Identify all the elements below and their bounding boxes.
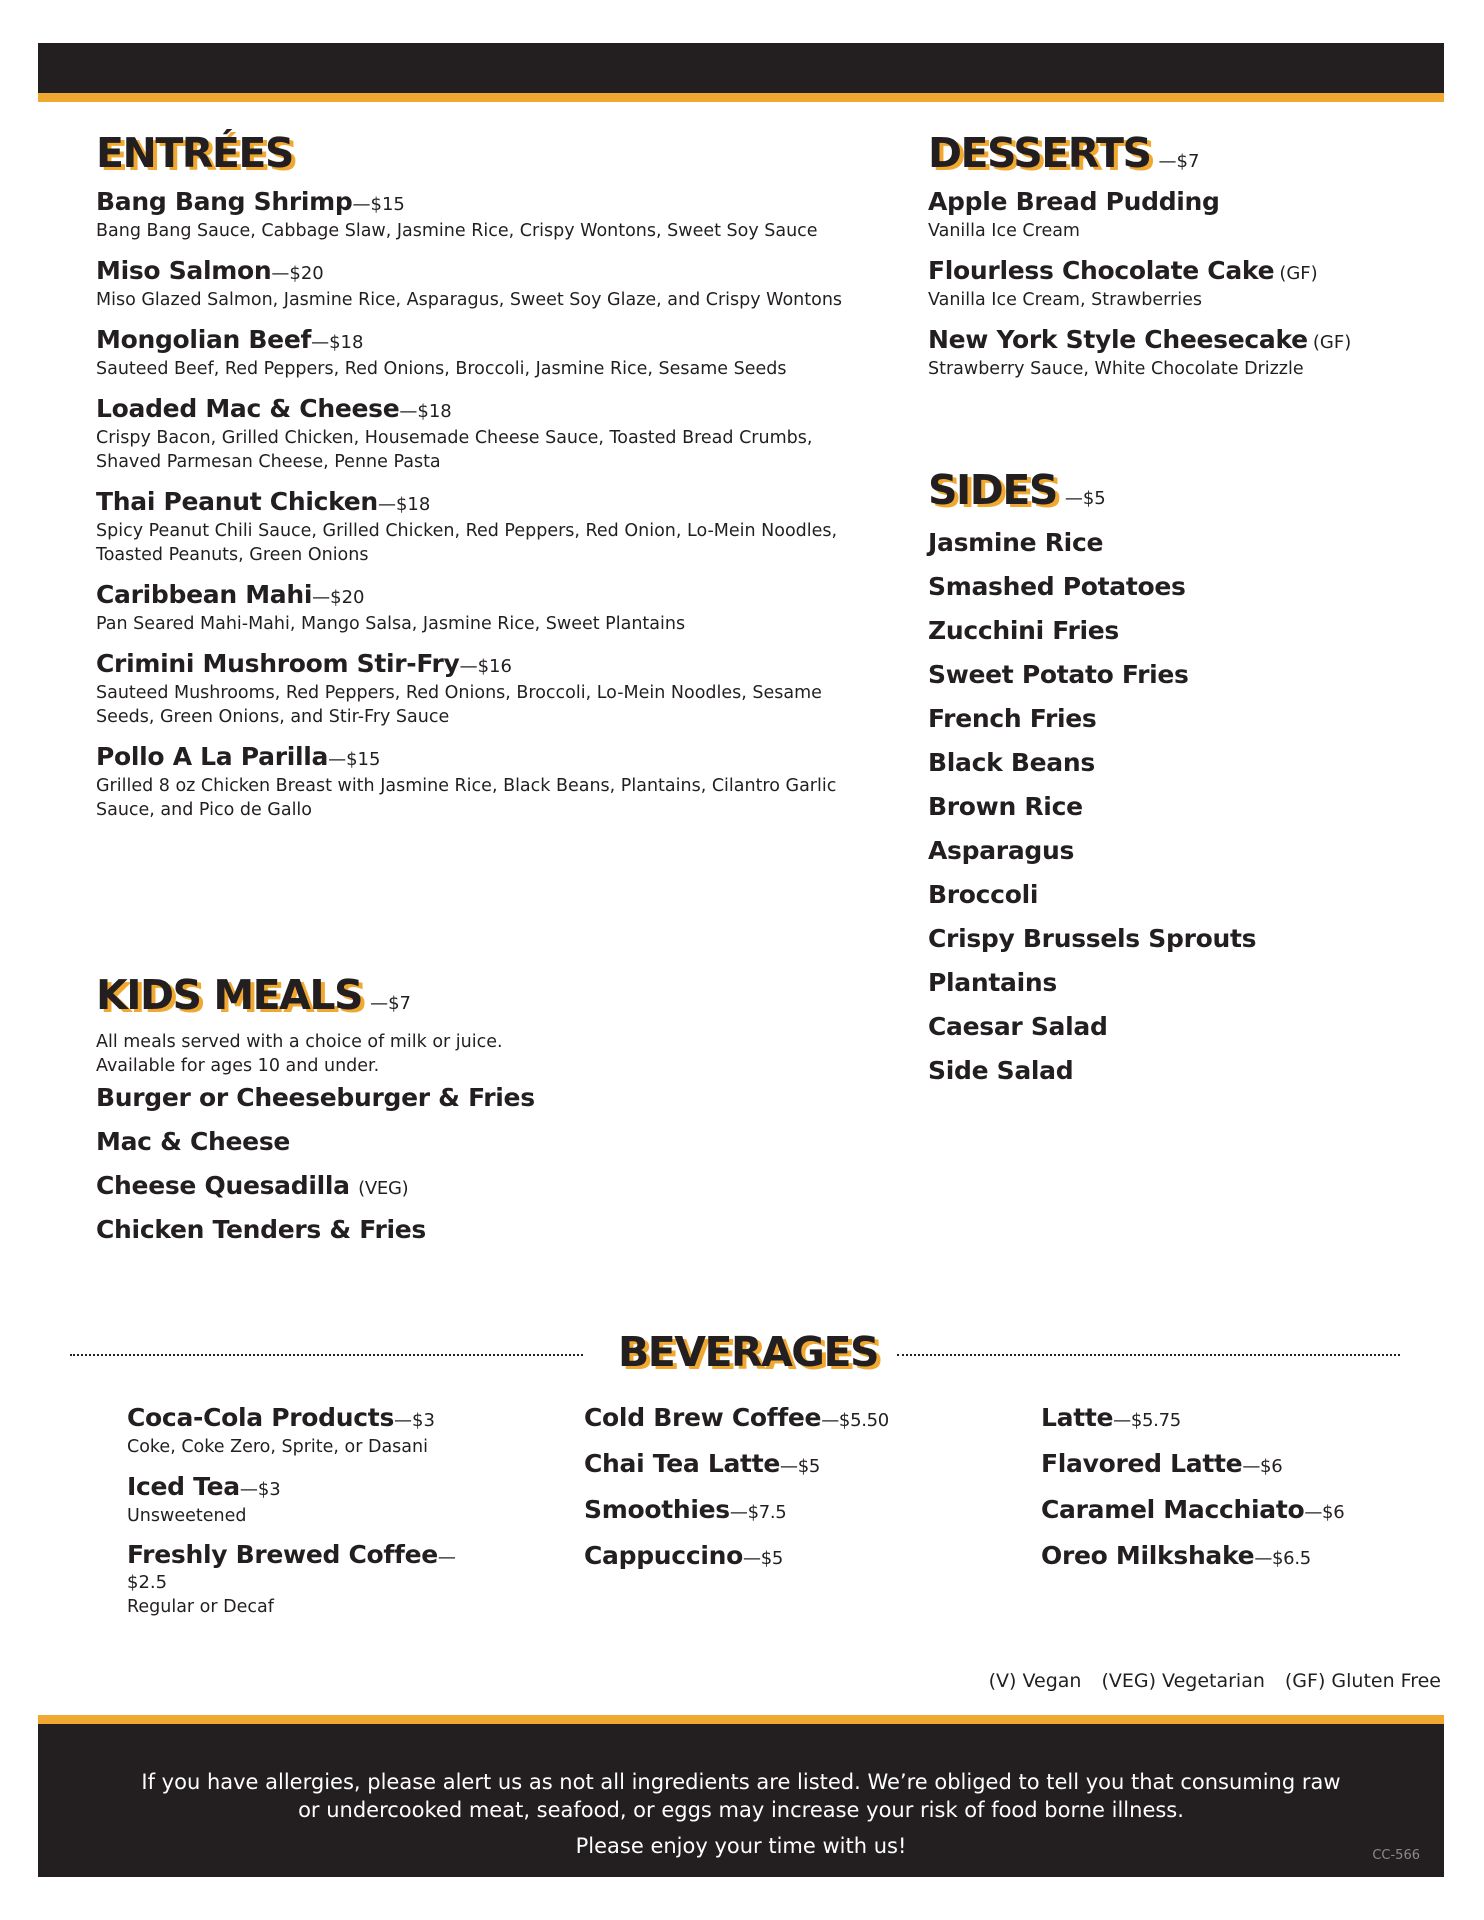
item-description: Grilled 8 oz Chicken Breast with Jasmine Rice, Black Beans, Plantains, Cilantro Garlic Sauce, and Pico de Gallo — [96, 776, 837, 820]
menu-item — [96, 650, 856, 729]
item-name: Apple Bread Pudding — [928, 187, 1220, 216]
item-name: Coca-Cola Products — [127, 1403, 395, 1432]
item-name: Cheese Quesadilla — [96, 1171, 350, 1200]
sides-section — [928, 466, 1398, 1101]
menu-item — [928, 257, 1398, 312]
side-item: Side Salad — [928, 1056, 1074, 1085]
side-item: Zucchini Fries — [928, 616, 1120, 645]
top-banner — [38, 43, 1444, 102]
item-name: Burger or Cheeseburger & Fries — [96, 1083, 535, 1112]
item-description: Regular or Decaf — [127, 1597, 274, 1617]
menu-item — [928, 188, 1398, 243]
thank-you-message: Please enjoy your time with us! — [575, 1834, 907, 1858]
entrees-section — [96, 129, 856, 822]
item-price: —$20 — [312, 587, 365, 608]
side-item: Broccoli — [928, 880, 1039, 909]
item-price: —$18 — [399, 401, 452, 422]
diet-tag: (VEG) — [358, 1178, 409, 1199]
item-name: Bang Bang Shrimp — [96, 187, 353, 216]
item-price: —$18 — [377, 494, 431, 515]
item-description: Sauteed Beef, Red Peppers, Red Onions, Broccoli, Jasmine Rice, Sesame Seeds — [96, 359, 787, 379]
beverage-item — [1041, 1496, 1421, 1542]
item-name: Mongolian Beef — [96, 325, 312, 354]
item-name: Smoothies — [584, 1495, 730, 1524]
item-name: New York Style Cheesecake — [928, 325, 1308, 354]
entrees-list — [96, 188, 856, 822]
item-description: Spicy Peanut Chili Sauce, Grilled Chicken, Red Peppers, Red Onion, Lo-Mein Noodles, Toasted Peanuts, Green Onions — [96, 521, 838, 565]
desserts-header — [928, 129, 1398, 177]
item-name: Thai Peanut Chicken — [96, 487, 378, 516]
beverage-item — [127, 1542, 457, 1619]
menu-item — [96, 395, 856, 474]
kids-meals-section — [96, 971, 796, 1260]
allergy-line: If you have allergies, please alert us as not all ingredients are listed. We’re obliged to tell you that consuming raw — [141, 1770, 1341, 1794]
beverages-header — [70, 1328, 1400, 1378]
menu-item — [96, 581, 856, 636]
legend-vegan: (V) Vegan — [988, 1670, 1082, 1692]
beverages-column-2 — [584, 1404, 964, 1588]
item-price: —$15 — [328, 749, 381, 770]
item-price: —$5.50 — [821, 1410, 889, 1431]
beverage-item — [584, 1496, 964, 1542]
item-description: Strawberry Sauce, White Chocolate Drizzle — [928, 359, 1304, 379]
beverages-title: BEVERAGES — [618, 1328, 878, 1376]
kids-meals-price: —$7 — [370, 993, 411, 1014]
allergy-line: or undercooked meat, seafood, or eggs may increase your risk of food borne illness. — [298, 1798, 1184, 1822]
kids-item — [96, 1172, 796, 1216]
side-item: Plantains — [928, 968, 1057, 997]
item-name: Caribbean Mahi — [96, 580, 313, 609]
side-item: Asparagus — [928, 836, 1075, 865]
item-description: Coke, Coke Zero, Sprite, or Dasani — [127, 1437, 428, 1457]
menu-item — [96, 257, 856, 312]
item-description: Sauteed Mushrooms, Red Peppers, Red Onions, Broccoli, Lo-Mein Noodles, Sesame Seeds, Green Onions, and Stir-Fry Sauce — [96, 683, 822, 727]
kids-note-line: All meals served with a choice of milk or juice. — [96, 1032, 503, 1052]
item-description: Vanilla Ice Cream, Strawberries — [928, 290, 1203, 310]
beverage-item — [1041, 1542, 1421, 1588]
kids-meals-note — [96, 1030, 796, 1078]
beverage-item — [584, 1450, 964, 1496]
menu-item — [928, 326, 1398, 381]
dotted-divider — [897, 1354, 1400, 1356]
item-name: Miso Salmon — [96, 256, 272, 285]
kids-item — [96, 1128, 796, 1172]
item-description: Bang Bang Sauce, Cabbage Slaw, Jasmine Rice, Crispy Wontons, Sweet Soy Sauce — [96, 221, 818, 241]
footer-banner — [38, 1715, 1444, 1877]
item-name: Iced Tea — [127, 1472, 240, 1501]
desserts-section — [928, 129, 1398, 381]
item-price: —$15 — [352, 194, 405, 215]
beverages-column-1 — [127, 1404, 457, 1633]
item-name: Freshly Brewed Coffee — [127, 1540, 438, 1569]
item-price: —$6 — [1242, 1456, 1283, 1477]
beverage-item — [127, 1473, 457, 1528]
item-price: —$2.5 — [127, 1547, 456, 1593]
item-price: —$3 — [239, 1479, 281, 1500]
desserts-title: DESSERTS — [928, 129, 1151, 177]
sides-header — [928, 466, 1398, 514]
sides-title: SIDES — [928, 466, 1057, 514]
side-item: Black Beans — [928, 748, 1095, 777]
menu-item — [96, 488, 856, 567]
item-description: Miso Glazed Salmon, Jasmine Rice, Asparagus, Sweet Soy Glaze, and Crispy Wontons — [96, 290, 843, 310]
beverage-item — [127, 1404, 457, 1459]
item-price: —$18 — [311, 332, 364, 353]
beverage-item — [1041, 1450, 1421, 1496]
side-item: Jasmine Rice — [928, 528, 1104, 557]
item-name: Flourless Chocolate Cake — [928, 256, 1275, 285]
side-item: Sweet Potato Fries — [928, 660, 1189, 689]
beverage-item — [584, 1404, 964, 1450]
item-name: Loaded Mac & Cheese — [96, 394, 400, 423]
beverages-column-3 — [1041, 1404, 1421, 1588]
item-price: —$20 — [271, 263, 324, 284]
item-price: —$5 — [743, 1548, 784, 1569]
item-description: Crispy Bacon, Grilled Chicken, Housemade Cheese Sauce, Toasted Bread Crumbs, Shaved Parmesan Cheese, Penne Pasta — [96, 428, 813, 472]
item-name: Chicken Tenders & Fries — [96, 1215, 427, 1244]
desserts-list — [928, 188, 1398, 381]
dotted-divider — [70, 1354, 583, 1356]
item-price: —$5 — [780, 1456, 821, 1477]
item-name: Pollo A La Parilla — [96, 742, 329, 771]
beverage-item — [1041, 1404, 1421, 1450]
item-price: —$6 — [1304, 1502, 1345, 1523]
legend-gluten-free: (GF) Gluten Free — [1284, 1670, 1441, 1692]
kids-item — [96, 1084, 796, 1128]
diet-tag: (GF) — [1312, 332, 1352, 353]
item-name: Cold Brew Coffee — [584, 1403, 822, 1432]
item-name: Chai Tea Latte — [584, 1449, 781, 1478]
item-name: Cappuccino — [584, 1541, 743, 1570]
sides-list — [928, 529, 1398, 1101]
side-item: Brown Rice — [928, 792, 1083, 821]
item-description: Pan Seared Mahi-Mahi, Mango Salsa, Jasmine Rice, Sweet Plantains — [96, 614, 686, 634]
menu-item — [96, 326, 856, 381]
item-name: Latte — [1041, 1403, 1114, 1432]
item-description: Vanilla Ice Cream — [928, 221, 1080, 241]
item-name: Caramel Macchiato — [1041, 1495, 1305, 1524]
allergy-notice — [38, 1768, 1444, 1860]
side-item: Caesar Salad — [928, 1012, 1108, 1041]
kids-meals-list — [96, 1084, 796, 1260]
item-name: Flavored Latte — [1041, 1449, 1243, 1478]
item-name: Crimini Mushroom Stir-Fry — [96, 649, 460, 678]
side-item: Smashed Potatoes — [928, 572, 1186, 601]
kids-item — [96, 1216, 796, 1260]
item-price: —$5.75 — [1113, 1410, 1181, 1431]
document-code: CC-566 — [1372, 1848, 1420, 1863]
item-price: —$3 — [394, 1410, 435, 1431]
menu-item — [96, 188, 856, 243]
kids-meals-title: KIDS MEALS — [96, 971, 363, 1019]
side-item: Crispy Brussels Sprouts — [928, 924, 1257, 953]
diet-legend — [989, 1670, 1441, 1692]
kids-meals-header — [96, 971, 796, 1019]
entrees-header — [96, 129, 856, 177]
item-price: —$6.5 — [1254, 1548, 1311, 1569]
entrees-title: ENTRÉES — [96, 129, 293, 177]
item-price: —$16 — [459, 656, 512, 677]
item-price: —$7.5 — [729, 1502, 787, 1523]
legend-vegetarian: (VEG) Vegetarian — [1101, 1670, 1265, 1692]
diet-tag: (GF) — [1279, 263, 1318, 284]
item-description: Unsweetened — [127, 1506, 247, 1526]
sides-price: —$5 — [1064, 488, 1106, 509]
desserts-price: —$7 — [1158, 151, 1200, 172]
side-item: French Fries — [928, 704, 1097, 733]
item-name: Oreo Milkshake — [1041, 1541, 1255, 1570]
beverage-item — [584, 1542, 964, 1588]
kids-note-line: Available for ages 10 and under. — [96, 1056, 380, 1076]
menu-item — [96, 743, 856, 822]
item-name: Mac & Cheese — [96, 1127, 291, 1156]
